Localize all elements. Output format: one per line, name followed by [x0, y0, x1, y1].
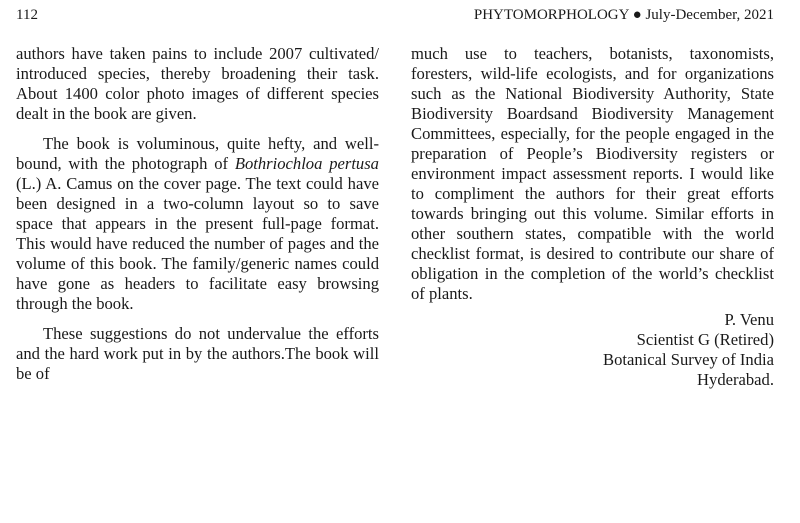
paragraph-text: The book is voluminous, quite hefty, and well-bound, with the photograph of [16, 134, 379, 173]
running-head [474, 0, 774, 30]
author-title: Scientist G (Retired) [636, 330, 774, 349]
right-column [411, 44, 774, 390]
paragraph [16, 134, 379, 314]
author-place: Hyderabad. [697, 370, 774, 389]
issue-date: July-December, 2021 [645, 7, 774, 23]
left-column [16, 44, 379, 384]
signature-block [411, 310, 774, 390]
species-name: Bothriochloa pertusa [234, 154, 379, 173]
author-organization: Botanical Survey of India [603, 350, 774, 369]
bullet-separator: ● [632, 7, 642, 23]
page-header [16, 0, 774, 34]
paragraph-text: (L.) A. Camus on the cover page. The text could have been designed in a two-column layout so to save space that appears in the present full-page format. This would have reduced the number of pages and the volume of this book. The family/generic names could have gone as headers to facilitate easy browsing through the book. [16, 174, 379, 313]
paragraph: much use to teachers, botanists, taxonomists, foresters, wild-life ecologists, and for organizations such as the National Biodiversity Authority, State Biodiversity Boardsand Biodiversity Management Committees, especially, for the people engaged in the preparation of People’s Biodiversity registers or environment impact assessment reports. I would like to compliment the authors for their great efforts towards bringing out this volume. Similar efforts in other southern states, compatible with the world checklist format, is desired to contribute our share of obligation in the completion of the world’s checklist of plants. [411, 44, 774, 303]
paragraph: These suggestions do not undervalue the efforts and the hard work put in by the authors.The book will be of [16, 324, 379, 383]
paragraph: authors have taken pains to include 2007 cultivated/ introduced species, thereby broadening their task. About 1400 color photo images of different species dealt in the book are given. [16, 44, 379, 123]
page-number: 112 [16, 7, 38, 23]
journal-name: PHYTOMORPHOLOGY [473, 7, 629, 23]
author-name: P. Venu [724, 310, 774, 329]
